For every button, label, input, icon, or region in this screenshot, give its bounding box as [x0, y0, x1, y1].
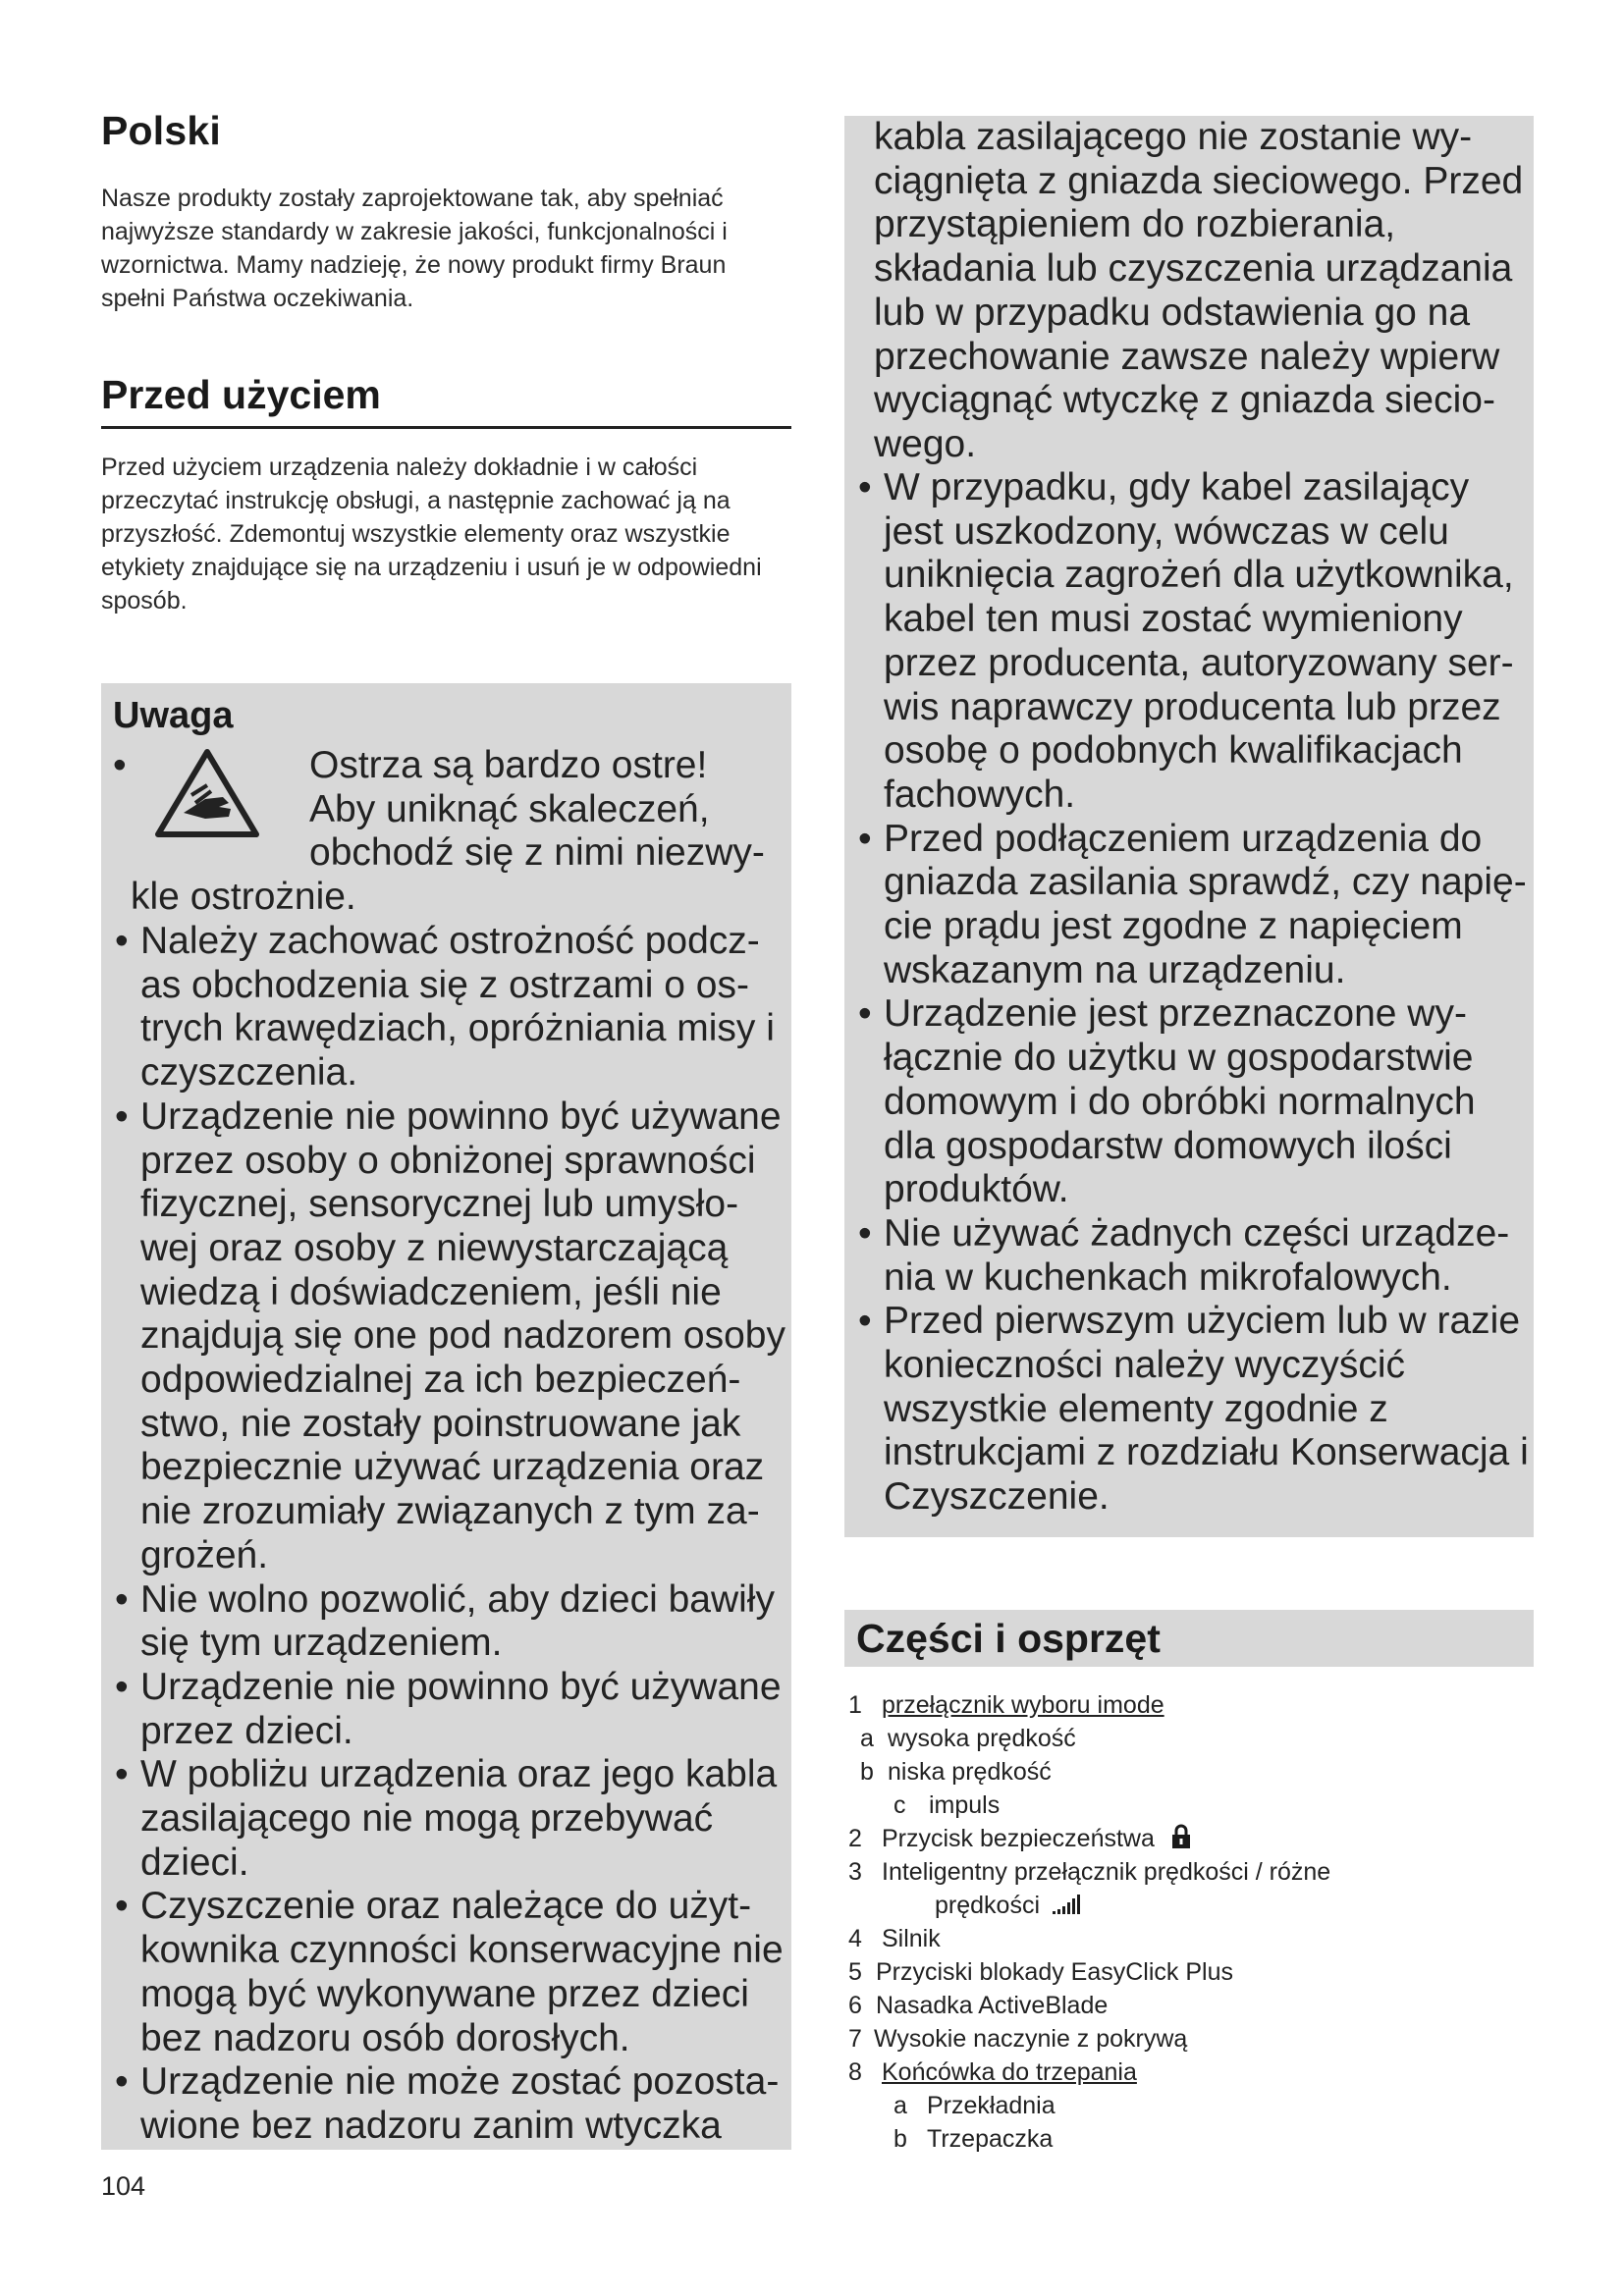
part-label: Przekładnia	[927, 2092, 1056, 2119]
part-label: wysoka prędkość	[888, 1725, 1076, 1752]
warning-box	[101, 683, 791, 2150]
part-label: Wysokie naczynie z pokrywą	[874, 2025, 1188, 2053]
warning-item: • Urządzenie nie może zostać pozosta-wione bez nadzoru zanim wtyczka	[113, 2060, 786, 2148]
part-row	[844, 2056, 1534, 2089]
warning-blades-text: Ostrza są bardzo ostre! Aby uniknąć skaleczeń, obchodź się z nimi niezwy-	[309, 744, 765, 875]
part-label: Przycisk bezpieczeństwa	[882, 1825, 1155, 1852]
warning-item: • Przed podłączeniem urządzenia do gniazda zasilania sprawdź, czy napię-cie prądu jest zgodne z napięciem wskazanym na urządzeniu.	[856, 818, 1530, 993]
language-title: Polski	[101, 108, 221, 153]
warning-item: • W pobliżu urządzenia oraz jego kabla zasilającego nie mogą przebywać dzieci.	[113, 1753, 786, 1885]
intro-paragraph: Nasze produkty zostały zaprojektowane tak, aby spełniać najwyższe standardy w zakresie jakości, funkcjonalności i wzornictwa. Mamy nadzieję, że nowy produkt firmy Braun spełni Państwa oczekiwania.	[101, 185, 728, 312]
part-row	[844, 1989, 1534, 2022]
warning-item: • W przypadku, gdy kabel zasilający jest uszkodzony, wówczas w celu uniknięcia zagrożeń dla użytkownika, kabel ten musi zostać wymieniony przez producenta, autoryzowany ser-wis naprawczy producenta lub przez osobę o podobnych kwalifikacjach fachowych.	[856, 466, 1530, 818]
part-label: Nasadka ActiveBlade	[876, 1992, 1109, 2019]
warning-item: • Czyszczenie oraz należące do użyt-kownika czynności konserwacyjne nie mogą być wykonywane przez dzieci bez nadzoru osób dorosłych.	[113, 1885, 786, 2060]
part-label: Przyciski blokady EasyClick Plus	[876, 1958, 1233, 1986]
bullet: •	[113, 744, 127, 786]
part-row	[844, 1822, 1534, 1855]
part-label: Inteligentny przełącznik prędkości / różne	[882, 1858, 1331, 1886]
part-row	[844, 1922, 1534, 1955]
part-label: niska prędkość	[888, 1758, 1052, 1786]
part-number: 8	[848, 2058, 862, 2086]
before-use-heading: Przed użyciem	[101, 372, 791, 429]
part-label: Silnik	[882, 1925, 941, 1952]
part-row	[844, 1789, 1534, 1822]
part-row	[844, 1688, 1534, 1722]
part-letter: a	[893, 2092, 907, 2119]
warning-item: • Urządzenie nie powinno być używane przez osoby o obniżonej sprawności fizycznej, sensorycznej lub umysło-wej oraz osoby z niewystarczającą wiedzą i doświadczeniem, jeśli nie znajdują się one pod nadzorem osoby odpowiedzialnej za ich bezpieczeń-stwo, nie zostały poinstruowane jak bezpiecznie używać urządzenia oraz nie zrozumiały związanych z tym za-grożeń.	[113, 1095, 786, 1578]
lock-icon	[1171, 1824, 1191, 1849]
speed-levels-icon	[1053, 1894, 1082, 1915]
warning-list-continued	[856, 466, 1530, 1520]
warning-item: • Nie wolno pozwolić, aby dzieci bawiły się tym urządzeniem.	[113, 1578, 786, 1666]
part-label-continued: prędkości	[935, 1892, 1040, 1919]
warning-item: • Urządzenie jest przeznaczone wy-łącznie do użytku w gospodarstwie domowym i do obróbki normalnych dla gospodarstw domowych ilości produktów.	[856, 992, 1530, 1212]
page-number: 104	[101, 2171, 146, 2201]
part-letter: a	[860, 1725, 874, 1752]
before-use-paragraph: Przed użyciem urządzenia należy dokładnie i w całości przeczytać instrukcję obsługi, a następnie zachować ją na przyszłość. Zdemontuj wszystkie elementy oraz wszystkie etykiety znajdujące się na urządzeniu i usuń je w odpowiedni sposób.	[101, 454, 762, 614]
sharp-blade-warning-icon	[154, 748, 260, 838]
parts-heading: Części i osprzęt	[844, 1610, 1534, 1667]
part-label: Końcówka do trzepania	[882, 2058, 1137, 2086]
part-number: 1	[848, 1691, 862, 1719]
part-row	[844, 2122, 1534, 2156]
warning-item: • Nie używać żadnych części urządze-nia w kuchenkach mikrofalowych.	[856, 1212, 1530, 1300]
part-row	[844, 1722, 1534, 1755]
part-number: 3	[848, 1858, 862, 1886]
part-letter: b	[893, 2125, 907, 2153]
warning-box-continued	[844, 116, 1534, 1537]
part-row	[844, 1889, 1534, 1922]
warning-item: • Urządzenie nie powinno być używane przez dzieci.	[113, 1666, 786, 1753]
warning-item: • Przed pierwszym użyciem lub w razie konieczności należy wyczyścić wszystkie elementy zgodnie z instrukcjami z rozdziału Konserwacja i Czyszczenie.	[856, 1300, 1530, 1520]
part-row	[844, 1855, 1534, 1889]
warning-item: • Należy zachować ostrożność podcz-as obchodzenia się z ostrzami o os-trych krawędziach, opróżniania misy i czyszczenia.	[113, 920, 786, 1095]
part-number: 6	[848, 1992, 862, 2019]
part-row	[844, 2089, 1534, 2122]
part-letter: c	[893, 1791, 906, 1819]
warning-list	[113, 920, 786, 2149]
part-label: przełącznik wyboru imode	[882, 1691, 1164, 1719]
part-row	[844, 1955, 1534, 1989]
part-label: impuls	[929, 1791, 1001, 1819]
warning-blades-text-end: kle ostrożnie.	[131, 876, 356, 918]
part-number: 5	[848, 1958, 862, 1986]
part-number: 7	[848, 2025, 862, 2053]
part-row	[844, 1755, 1534, 1789]
part-label: Trzepaczka	[927, 2125, 1054, 2153]
part-number: 4	[848, 1925, 862, 1952]
part-number: 2	[848, 1825, 862, 1852]
part-row	[844, 2022, 1534, 2056]
left-column	[101, 108, 791, 2201]
parts-list	[844, 1688, 1534, 2156]
warning-title: Uwaga	[113, 695, 234, 736]
part-letter: b	[860, 1758, 874, 1786]
warning-continuation: kabla zasilającego nie zostanie wy-ciągnięta z gniazda sieciowego. Przed przystąpieniem do rozbierania, składania lub czyszczenia urządzania lub w przypadku odstawienia go na przechowanie zawsze należy wpierw wyciągnąć wtyczkę z gniazda siecio-wego.	[874, 116, 1524, 465]
